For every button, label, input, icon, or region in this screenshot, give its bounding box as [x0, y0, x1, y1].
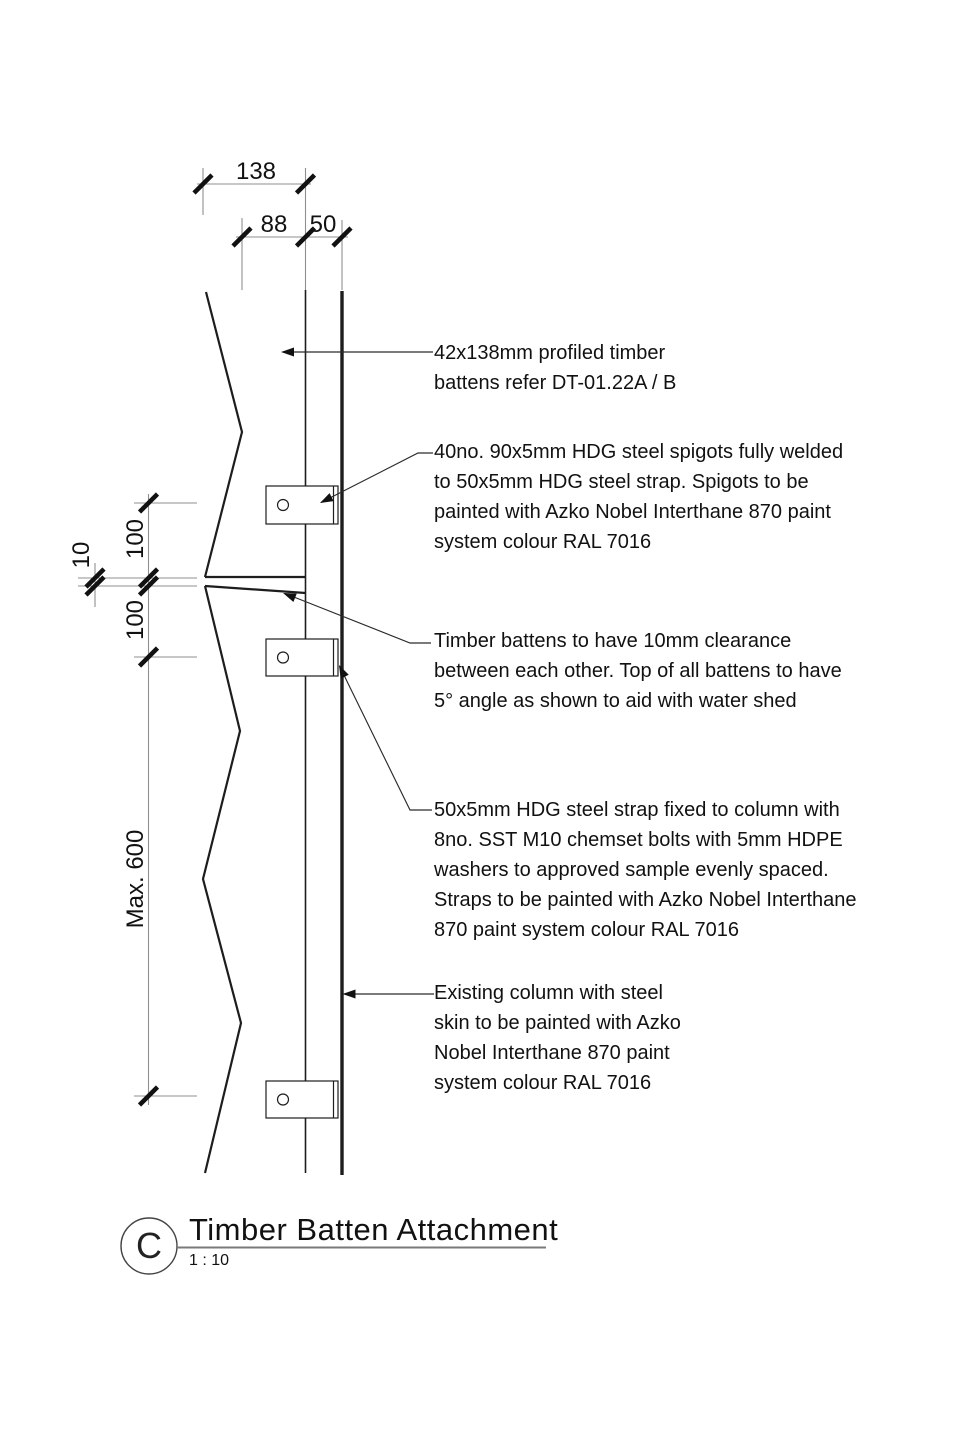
annotation-line: washers to approved sample evenly spaced.	[434, 859, 829, 881]
batten-break-line-upper	[205, 292, 242, 577]
annotation-timber-battens	[434, 338, 904, 398]
spigot-1	[266, 486, 338, 524]
spigot-2	[266, 639, 338, 676]
annotation-line: system colour RAL 7016	[434, 531, 652, 553]
view-title: Timber Batten Attachment	[189, 1212, 559, 1247]
annotation-line: 8no. SST M10 chemset bolts with 5mm HDPE	[434, 829, 843, 851]
dim-text-138: 138	[235, 158, 277, 185]
batten-sloped-top-edge	[205, 586, 306, 593]
arrowhead	[281, 348, 294, 357]
leader-strap	[340, 666, 433, 810]
annotation-line: 5° angle as shown to aid with water shed	[434, 690, 797, 712]
annotation-line: Existing column with steel	[434, 982, 663, 1004]
batten-profile	[203, 290, 342, 1175]
annotation-line: painted with Azko Nobel Interthane 870 paint	[434, 501, 831, 523]
annotation-line: 50x5mm HDG steel strap fixed to column with	[434, 799, 840, 821]
dim-text-max-600: Max. 600	[122, 829, 149, 929]
annotation-spigots	[434, 437, 904, 557]
view-scale: 1 : 10	[189, 1252, 230, 1269]
annotation-steel-strap	[434, 795, 904, 945]
dim-text-88: 88	[260, 211, 288, 238]
steel-spigots	[266, 486, 338, 1118]
annotation-line: to 50x5mm HDG steel strap. Spigots to be	[434, 471, 809, 493]
annotation-line: skin to be painted with Azko	[434, 1012, 681, 1034]
spigot-1-bolt-hole	[278, 500, 289, 511]
annotation-line: 42x138mm profiled timber	[434, 342, 666, 364]
annotation-line: 40no. 90x5mm HDG steel spigots fully welded	[434, 441, 844, 463]
annotation-existing-column	[434, 978, 904, 1098]
spigot-2-bolt-hole	[278, 652, 289, 663]
annotation-clearance	[434, 626, 904, 716]
arrowhead	[343, 990, 356, 999]
annotation-line: 870 paint system colour RAL 7016	[434, 919, 739, 941]
detail-tag: C	[136, 1225, 162, 1266]
dimension-lines	[78, 168, 348, 1105]
annotation-line: battens refer DT-01.22A / B	[434, 372, 677, 394]
spigot-3	[266, 1081, 338, 1118]
dim-text-10-gap: 10	[68, 541, 95, 569]
annotation-line: Nobel Interthane 870 paint	[434, 1042, 670, 1064]
annotation-line: system colour RAL 7016	[434, 1072, 652, 1094]
dim-text-50: 50	[309, 211, 337, 238]
dim-text-100-lower: 100	[122, 599, 149, 641]
annotation-line: Timber battens to have 10mm clearance	[434, 630, 792, 652]
spigot-3-bolt-hole	[278, 1094, 289, 1105]
leader-clearance	[285, 594, 431, 644]
batten-break-line-lower	[203, 586, 241, 1173]
annotation-line: between each other. Top of all battens to have	[434, 660, 842, 682]
dim-text-100-upper: 100	[122, 518, 149, 560]
annotation-line: Straps to be painted with Azko Nobel Interthane	[434, 889, 857, 911]
